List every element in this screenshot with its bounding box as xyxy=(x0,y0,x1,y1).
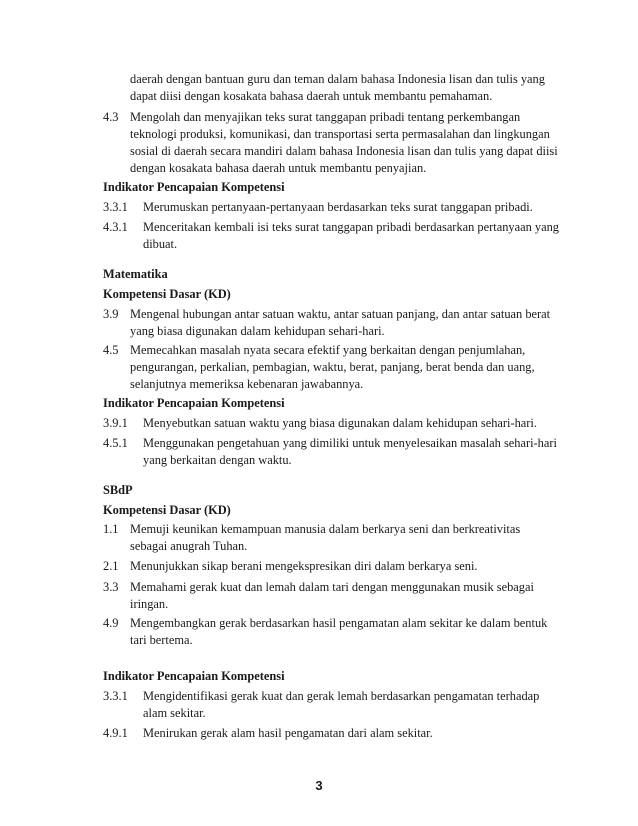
section-heading: Indikator Pencapaian Kompetensi xyxy=(103,669,285,683)
indicator-text-line: Mengidentifikasi gerak kuat dan gerak lemah berdasarkan pengamatan terhadap xyxy=(143,689,540,703)
subject-heading: SBdP xyxy=(103,483,133,497)
indicator-number: 3.3.1 xyxy=(103,200,128,214)
section-heading: Kompetensi Dasar (KD) xyxy=(103,503,231,517)
kd-text-line: yang biasa digunakan dalam kehidupan sehari-hari. xyxy=(130,324,385,338)
kd-text-line: iringan. xyxy=(130,597,169,611)
kd-number: 4.3 xyxy=(103,110,119,124)
indicator-number: 4.9.1 xyxy=(103,726,128,740)
indicator-text-line: Menceritakan kembali isi teks surat tanggapan pribadi berdasarkan pertanyaan yang xyxy=(143,220,559,234)
kd-text-line: Menunjukkan sikap berani mengekspresikan diri dalam berkarya seni. xyxy=(130,559,478,573)
kd-text-line: Mengenal hubungan antar satuan waktu, antar satuan panjang, dan antar satuan berat xyxy=(130,307,551,321)
subject-heading: Matematika xyxy=(103,267,168,281)
kd-text-line: Memecahkan masalah nyata secara efektif yang berkaitan dengan penjumlahan, xyxy=(130,343,526,357)
kd-number: 3.3 xyxy=(103,580,119,594)
kd-number: 2.1 xyxy=(103,559,119,573)
indicator-text-line: Menirukan gerak alam hasil pengamatan dari alam sekitar. xyxy=(143,726,433,740)
indicator-number: 3.3.1 xyxy=(103,689,128,703)
kd-text-line: Memahami gerak kuat dan lemah dalam tari dengan menggunakan musik sebagai xyxy=(130,580,534,594)
indicator-text-line: Menyebutkan satuan waktu yang biasa digunakan dalam kehidupan sehari-hari. xyxy=(143,416,537,430)
section-heading: Kompetensi Dasar (KD) xyxy=(103,287,231,301)
section-heading: Indikator Pencapaian Kompetensi xyxy=(103,396,285,410)
indicator-number: 4.3.1 xyxy=(103,220,128,234)
kd-text-line: pengurangan, perkalian, pembagian, waktu, berat, panjang, berat benda dan uang, xyxy=(130,360,535,374)
kd-text-line: dengan kosakata bahasa daerah untuk membantu penyajian. xyxy=(130,161,427,175)
indicator-number: 4.5.1 xyxy=(103,436,128,450)
kd-text-line: teknologi produksi, komunikasi, dan transportasi serta permasalahan dan lingkungan xyxy=(130,127,550,141)
kd-text-line: Mengembangkan gerak berdasarkan hasil pengamatan alam sekitar ke dalam bentuk xyxy=(130,616,548,630)
kd-number: 4.9 xyxy=(103,616,119,630)
kd-text-line: tari bertema. xyxy=(130,633,193,647)
kd-number: 4.5 xyxy=(103,343,119,357)
kd-text-line: Mengolah dan menyajikan teks surat tanggapan pribadi tentang perkembangan xyxy=(130,110,521,124)
continuation-line: daerah dengan bantuan guru dan teman dalam bahasa Indonesia lisan dan tulis yang xyxy=(130,72,545,86)
kd-number: 1.1 xyxy=(103,522,119,536)
page-number: 3 xyxy=(315,778,323,793)
continuation-line: dapat diisi dengan kosakata bahasa daerah untuk membantu pemahaman. xyxy=(130,89,493,103)
indicator-text-line: Merumuskan pertanyaan-pertanyaan berdasarkan teks surat tanggapan pribadi. xyxy=(143,200,533,214)
kd-text-line: selanjutnya memeriksa kebenaran jawabannya. xyxy=(130,377,364,391)
indicator-text-line: alam sekitar. xyxy=(143,706,206,720)
kd-number: 3.9 xyxy=(103,307,119,321)
kd-text-line: sebagai anugrah Tuhan. xyxy=(130,539,248,553)
kd-text-line: Memuji keunikan kemampuan manusia dalam berkarya seni dan berkreativitas xyxy=(130,522,521,536)
section-heading: Indikator Pencapaian Kompetensi xyxy=(103,180,285,194)
indicator-text-line: Menggunakan pengetahuan yang dimiliki untuk menyelesaikan masalah sehari-hari xyxy=(143,436,557,450)
kd-text-line: sosial di daerah secara mandiri dalam bahasa Indonesia lisan dan tulis yang dapat diisi xyxy=(130,144,558,158)
indicator-text-line: yang berkaitan dengan waktu. xyxy=(143,453,292,467)
indicator-number: 3.9.1 xyxy=(103,416,128,430)
indicator-text-line: dibuat. xyxy=(143,237,178,251)
